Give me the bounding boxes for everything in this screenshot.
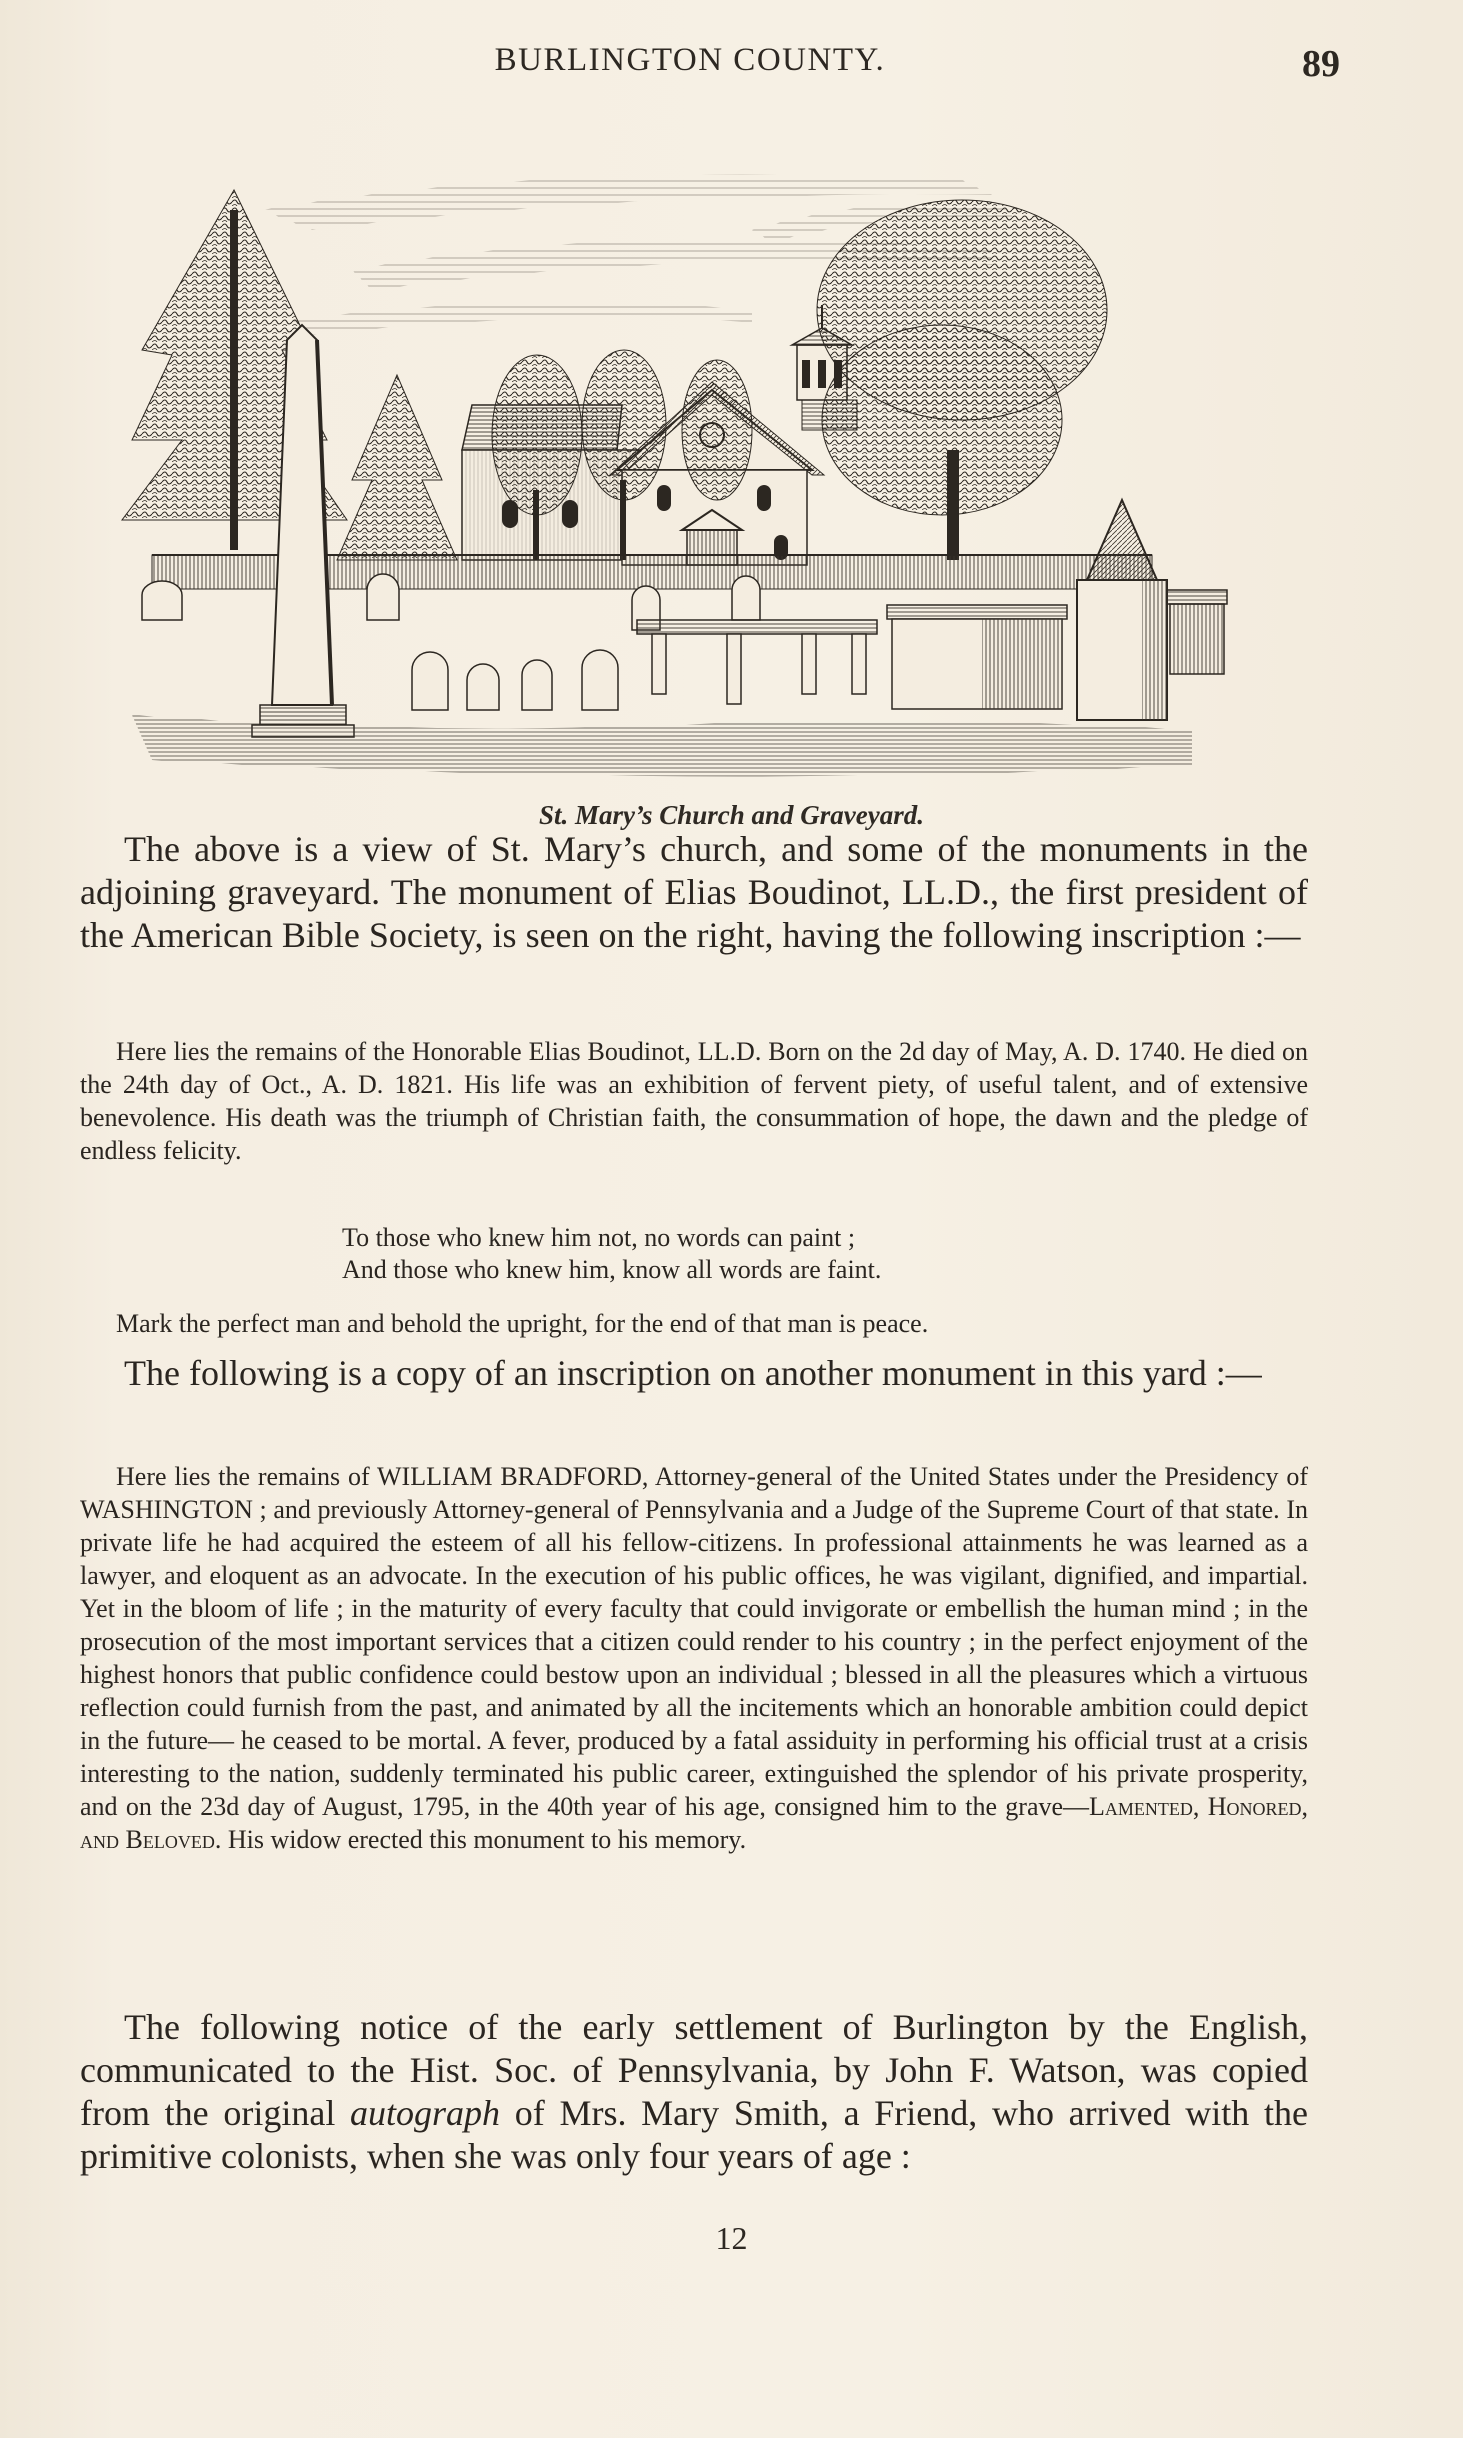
scripture-line: Mark the perfect man and behold the upright, for the end of that man is peace. — [116, 1309, 929, 1338]
church-engraving — [112, 150, 1262, 790]
verse-line-1: To those who knew him not, no words can paint ; — [342, 1223, 856, 1252]
headstones — [142, 574, 760, 710]
paragraph-intro: The above is a view of St. Mary’s church, and some of the monuments in the adjoining graveyard. The monument of Elias Boudinot, LL.D., the first president of the American Bible Society, is seen on the right, having the following inscription :— — [80, 829, 1308, 955]
page-number: 89 — [1302, 43, 1340, 85]
bradford-inscription-smallcaps: Lamented, Honored, and Beloved. — [80, 1792, 1308, 1854]
verse-line-2: And those who knew him, know all words are faint. — [342, 1255, 882, 1284]
small-pine-tree — [337, 375, 457, 560]
right-large-tree — [817, 200, 1107, 560]
ground-hatching — [132, 715, 1192, 776]
paragraph-watson-notice — [80, 2006, 1308, 2178]
watson-notice-italic: autograph — [350, 2093, 501, 2133]
boudinot-inscription: Here lies the remains of the Honorable Elias Boudinot, LL.D. Born on the 2d day of May, A. D. 1740. He died on the 24th day of Oct., A. D. 1821. His life was an exhibition of fervent piety, of useful talent, and of extensive benevolence. His death was the triumph of Christian faith, the consummation of hope, the dawn and the pledge of endless felicity. — [80, 1037, 1308, 1165]
signature-mark: 12 — [715, 2220, 748, 2256]
watson-notice-a: The following notice of the early settlement of Burlington by the English, communicated to the Hist. Soc. of Pennsylvania, by John F. Watson, was copied from the original — [80, 2007, 1308, 2133]
pyramid-monument — [1077, 500, 1167, 720]
watson-notice-b: of Mrs. Mary Smith, a Friend, who arrived with the primitive colonists, when she was only four years of age : — [80, 2093, 1308, 2176]
bradford-inscription-end: His widow erected this monument to his memory. — [221, 1825, 747, 1854]
paragraph-second-monument: The following is a copy of an inscription on another monument in this yard :— — [124, 1353, 1262, 1393]
bradford-inscription — [80, 1460, 1308, 1856]
page-header — [80, 42, 1340, 92]
bradford-inscription-main: Here lies the remains of WILLIAM BRADFORD, Attorney-general of the United States under the Presidency of WASHINGTON ; and previously Attorney-general of Pennsylvania and a Judge of the Supreme Court of that state. In private life he had acquired the esteem of all his fellow-citizens. In professional attainments he was learned as a lawyer, and eloquent as an advocate. In the execution of his public offices, he was vigilant, dignified, and impartial. Yet in the bloom of life ; in the maturity of every faculty that could invigorate or embellish the human mind ; in the prosecution of the most important services that a citizen could render to his country ; in the perfect enjoyment of the highest honors that public confidence could bestow upon an individual ; blessed in all the pleasures which a virtuous reflection could furnish from the past, and animated by all the incitements which an honorable ambition could depict in the future— he ceased to be mortal. A fever, produced by a fatal assiduity in performing his official trust at a crisis interesting to the nation, suddenly terminated his public career, extinguished the splendor of his private prosperity, and on the 23d day of August, 1795, in the 40th year of his age, consigned him to the grave— — [80, 1462, 1308, 1821]
running-head: BURLINGTON COUNTY. — [494, 42, 886, 78]
illustration-caption: St. Mary’s Church and Graveyard. — [538, 800, 925, 830]
